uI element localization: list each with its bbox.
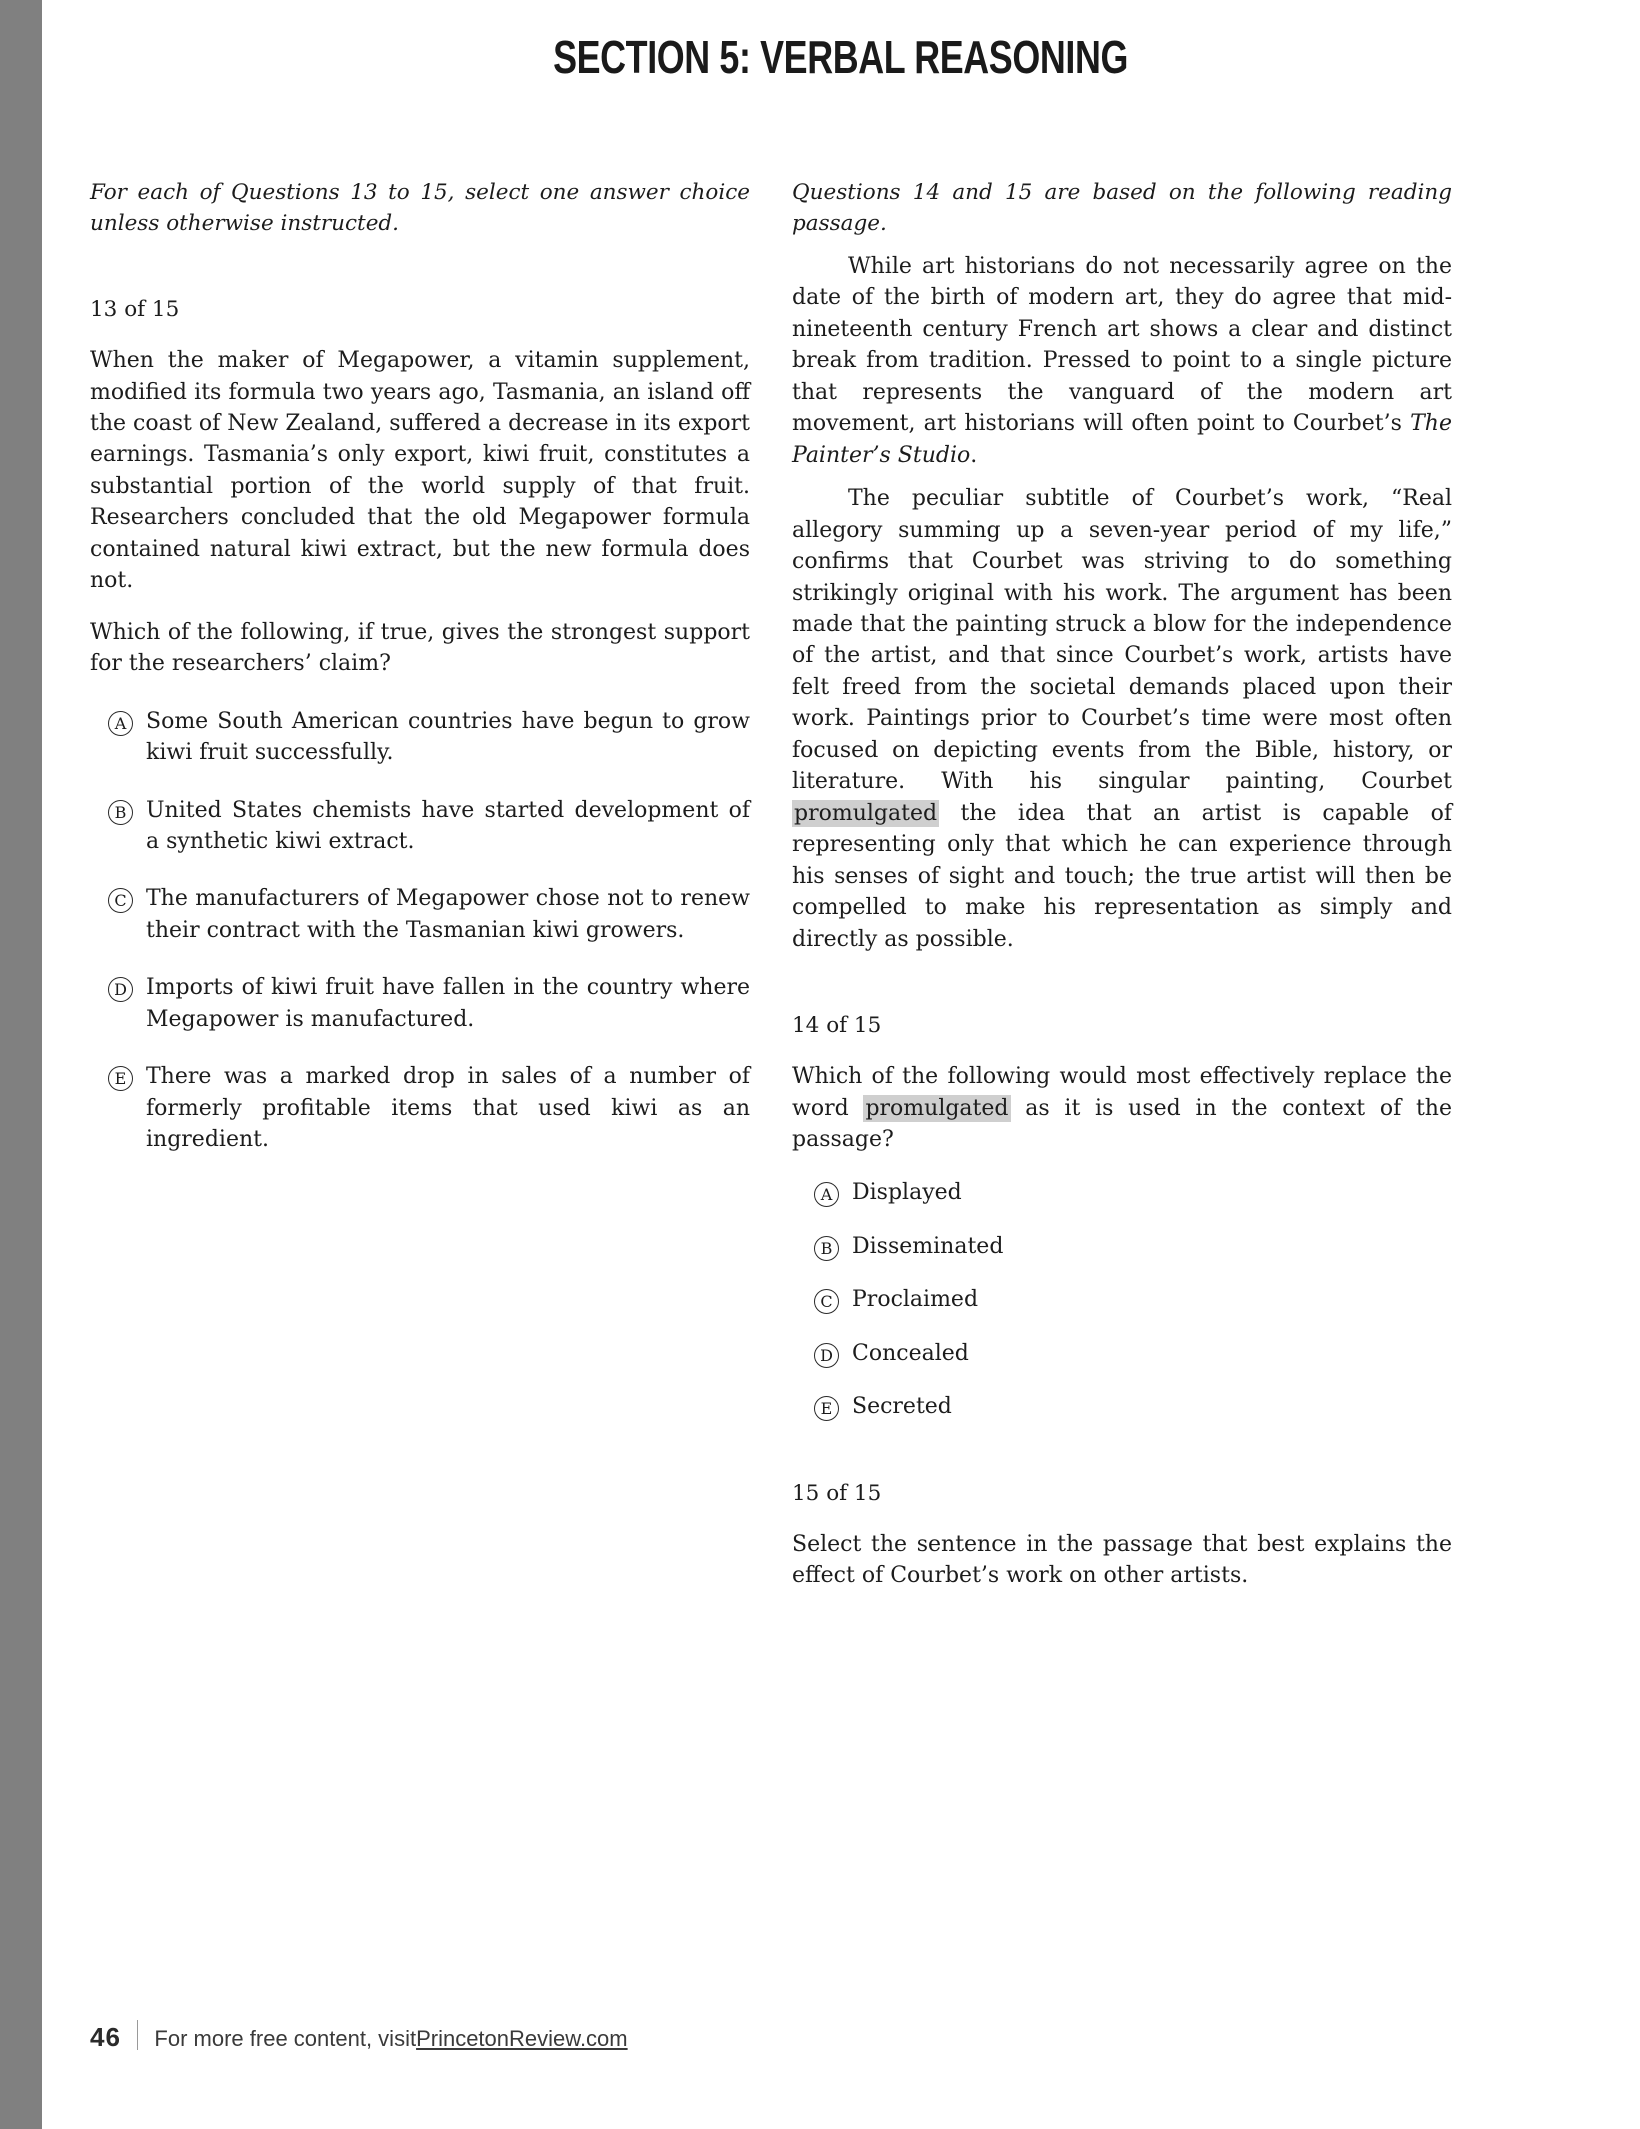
footer-divider: [137, 2020, 139, 2050]
passage-directions-text: Questions 14 and 15 are based on the following reading passage.: [792, 180, 1452, 236]
page-title: SECTION 5: VERBAL REASONING: [553, 31, 1129, 83]
question-14-prompt-after-highlight: as it is used in the context of the passage?: [792, 1095, 1452, 1152]
answer-choice-text: Disseminated: [852, 1233, 1004, 1259]
answer-choice[interactable]: [792, 1231, 1452, 1262]
question-15-number: 15 of 15: [792, 1480, 882, 1506]
answer-choice-text: There was a marked drop in sales of a number of formerly profitable items that used kiwi as an ingredient.: [146, 1064, 750, 1153]
question-15-prompt: Select the sentence in the passage that best explains the effect of Courbet’s work on other artists.: [792, 1531, 1452, 1589]
spacer: [90, 325, 750, 345]
answer-choice[interactable]: [90, 972, 750, 1035]
choice-letter-circle-icon: D: [814, 1343, 839, 1368]
question-13-number: 13 of 15: [90, 297, 180, 323]
passage-p1-text-before-title: While art historians do not necessarily agree on the date of the birth of modern art, they do agree that mid-nineteenth century French art shows a clear and distinct break from tradition. Pressed to point to a single picture that represents the vanguard of the modern art movement, art historians will often point to Courbet’s: [792, 254, 1452, 437]
choice-letter-circle-icon: C: [108, 888, 133, 913]
spacer: [792, 1041, 1452, 1061]
choice-letter-circle-icon: C: [814, 1289, 839, 1314]
answer-choice-text: Some South American countries have begun to grow kiwi fruit successfully.: [146, 708, 750, 766]
passage-paragraph-1: [792, 251, 1452, 471]
choice-letter-circle-icon: B: [108, 800, 133, 825]
section-header: [42, 30, 1640, 84]
spacer: [792, 239, 1452, 251]
directions-text: For each of Questions 13 to 15, select one answer choice unless otherwise instructed.: [90, 180, 750, 236]
answer-choice-text: Concealed: [852, 1340, 969, 1366]
question-14-choices: [792, 1177, 1452, 1422]
spacer: [792, 955, 1452, 1011]
footer-text: For more free content, visit: [154, 2026, 417, 2051]
answer-choice-text: Secreted: [852, 1394, 952, 1420]
passage-p1-text-after-title: .: [970, 442, 978, 468]
choice-letter-circle-icon: A: [814, 1182, 839, 1207]
highlighted-word-promulgated: promulgated: [865, 1095, 1009, 1121]
question-13-stimulus: When the maker of Megapower, a vitamin supplement, modified its formula two years ago, Tasmania, an island off the coast of New Zealand, suffered a decrease in its export earnings. Tasmania’s only export, kiwi fruit, constitutes a substantial portion of the world supply of that fruit. Researchers concluded that the old Megapower formula contained natural kiwi extract, but the new formula does not.: [90, 348, 750, 594]
passage-p2-text-before-highlight: The peculiar subtitle of Courbet’s work, “Real allegory summing up a seven-year period of my life,” confirms that Courbet was striving to do something strikingly original with his work. The argument has been made that the painting struck a blow for the independence of the artist, and that since Courbet’s work, artists have felt freed from the societal demands placed upon their work. Paintings prior to Courbet’s time were most often focused on depicting events from the Bible, history, or literature. With his singular painting, Courbet: [792, 486, 1452, 795]
answer-choice-text: United States chemists have started development of a synthetic kiwi extract.: [146, 797, 750, 855]
answer-choice[interactable]: [792, 1338, 1452, 1369]
answer-choice[interactable]: [90, 1061, 750, 1155]
answer-choice-text: Imports of kiwi fruit have fallen in the country where Megapower is manufactured.: [146, 975, 750, 1032]
spacer: [792, 1423, 1452, 1479]
artwork-title: The Painter’s Studio: [792, 411, 1452, 468]
answer-choice[interactable]: [792, 1284, 1452, 1315]
question-14-prompt: [792, 1061, 1452, 1155]
question-14-prompt-before-highlight: Which of the following would most effectively replace the word: [792, 1064, 1452, 1121]
spacer: [792, 1509, 1452, 1529]
choice-letter-circle-icon: E: [108, 1066, 133, 1091]
princeton-review-link[interactable]: PrincetonReview.com: [416, 2026, 628, 2051]
page-footer: [90, 2016, 628, 2053]
question-14-number: 14 of 15: [792, 1013, 882, 1038]
page-content: [42, 0, 1640, 2129]
answer-choice[interactable]: [90, 795, 750, 858]
highlighted-word-promulgated: promulgated: [794, 800, 938, 826]
answer-choice-text: Displayed: [852, 1180, 962, 1206]
answer-choice[interactable]: [90, 706, 750, 769]
choice-letter-circle-icon: D: [108, 977, 133, 1002]
right-column: [792, 178, 1452, 1592]
question-13-prompt: Which of the following, if true, gives the strongest support for the researchers’ claim?: [90, 619, 750, 677]
passage-paragraph-2: [792, 483, 1452, 955]
spacer: [90, 239, 750, 295]
spacer: [90, 597, 750, 617]
answer-choice[interactable]: [90, 883, 750, 946]
answer-choice-text: Proclaimed: [852, 1287, 979, 1313]
choice-letter-circle-icon: E: [814, 1396, 839, 1421]
answer-choice-text: The manufacturers of Megapower chose not to renew their contract with the Tasmanian kiwi growers.: [146, 886, 750, 943]
page-number: 46: [90, 2022, 121, 2052]
choice-letter-circle-icon: A: [108, 711, 133, 736]
two-column-layout: [90, 178, 1570, 1592]
left-column: [90, 178, 750, 1592]
choice-letter-circle-icon: B: [814, 1236, 839, 1261]
question-13-choices: [90, 706, 750, 1156]
answer-choice[interactable]: [792, 1391, 1452, 1422]
passage-p2-text-after-highlight: the idea that an artist is capable of representing only that which he can experience through his senses of sight and touch; the true artist will then be compelled to make his representation as simply and directly as possible.: [792, 800, 1452, 952]
answer-choice[interactable]: [792, 1177, 1452, 1208]
page-margin-bar: [0, 0, 42, 2129]
spacer: [792, 471, 1452, 483]
